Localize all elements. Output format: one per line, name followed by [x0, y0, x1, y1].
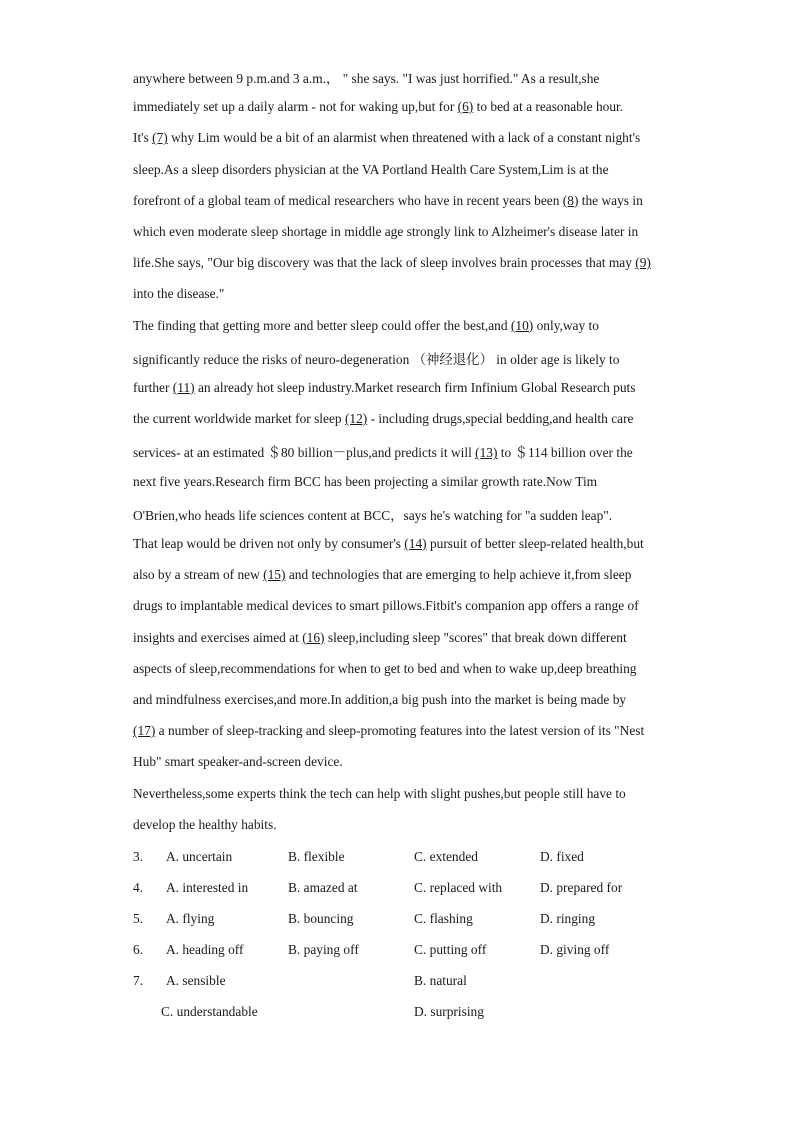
passage-text: to ＄114 billion over the [497, 445, 633, 461]
passage-text: pursuit of better sleep-related health,but [426, 536, 644, 551]
passage-line [133, 505, 612, 524]
option-b[interactable]: B. bouncing [288, 911, 354, 926]
passage-line [133, 474, 597, 490]
passage-text: and mindfulness exercises,and more.In addition,a big push into the market is being made by [133, 692, 627, 707]
passage-line [133, 286, 224, 302]
passage-line [133, 130, 640, 146]
option-a[interactable]: A. sensible [166, 973, 226, 988]
option-b[interactable]: B. amazed at [288, 880, 358, 895]
passage-line [133, 692, 626, 708]
option-d[interactable]: D. prepared for [540, 880, 623, 895]
option-b[interactable]: B. flexible [288, 849, 345, 864]
passage-text: immediately set up a daily alarm - not for waking up,but for [133, 99, 458, 115]
question-number: 6. [133, 942, 144, 957]
passage-line [133, 786, 626, 802]
option-d[interactable]: D. surprising [414, 1004, 484, 1019]
blank-marker: (15) [263, 567, 286, 583]
blank-marker: (13) [475, 445, 498, 461]
passage-line [133, 817, 277, 833]
passage-line [133, 567, 631, 583]
passage-text: only,way to [533, 317, 599, 333]
question-number: 5. [133, 911, 144, 926]
passage-text: Hub" smart speaker-and-screen device. [133, 754, 343, 770]
blank-marker: (8) [562, 192, 579, 208]
passage-text: The finding that getting more and better sleep could offer the best,and [133, 317, 511, 333]
passage-text: and technologies that are emerging to help achieve it,from sleep [285, 567, 632, 583]
passage-text: aspects of sleep,recommendations for when to get to bed and when to wake up,deep breathing [133, 660, 637, 676]
passage-text: forefront of a global team of medical researchers who have in recent years been [133, 192, 563, 208]
passage-text: why Lim would be a bit of an alarmist when threatened with a lack of a constant night's [167, 130, 641, 146]
passage-text: sleep,including sleep "scores" that break down different [324, 629, 627, 645]
passage-text: next five years.Research firm BCC has been projecting a similar growth rate.Now Tim [133, 473, 598, 489]
blank-marker: (12) [344, 411, 368, 427]
blank-marker: (17) [133, 723, 156, 739]
blank-marker: (16) [302, 629, 325, 645]
passage-line [133, 598, 639, 614]
option-d[interactable]: D. ringing [540, 911, 596, 926]
passage-text: also by a stream of new [133, 567, 264, 583]
passage-text: That leap would be driven not only by consumer's [133, 536, 405, 551]
question-number: 4. [133, 880, 144, 895]
passage-line [133, 255, 651, 271]
passage-text: drugs to implantable medical devices to smart pillows.Fitbit's companion app offers a range of [133, 598, 639, 614]
passage-text: a number of sleep-tracking and sleep-promoting features into the latest version of its "Nest [155, 723, 645, 739]
passage-line [133, 442, 633, 461]
passage-line [133, 536, 644, 552]
blank-marker: (11) [172, 380, 195, 395]
blank-marker: (9) [635, 255, 651, 271]
passage-text: insights and exercises aimed at [133, 629, 303, 645]
passage-line [133, 630, 627, 646]
option-a[interactable]: A. uncertain [166, 849, 233, 864]
passage-text: life.She says, "Our big discovery was that the lack of sleep involves brain processes that may [133, 255, 636, 271]
passage-line [133, 68, 599, 87]
option-a[interactable]: A. heading off [166, 942, 244, 957]
passage-text: services- at an estimated ＄80 billion－plus,and predicts it will [133, 445, 476, 461]
passage-line [133, 349, 619, 368]
blank-marker: (7) [152, 130, 168, 146]
option-b[interactable]: B. natural [414, 973, 467, 988]
passage-text: - including drugs,special bedding,and health care [367, 411, 634, 427]
question-number: 7. [133, 973, 144, 988]
passage-line [133, 380, 635, 396]
passage-text: into the disease." [133, 286, 225, 302]
option-b[interactable]: B. paying off [288, 942, 359, 957]
passage-text: an already hot sleep industry.Market research firm Infinium Global Research puts [194, 380, 636, 395]
passage-text: the current worldwide market for sleep [133, 411, 345, 427]
option-c[interactable]: C. understandable [161, 1004, 258, 1019]
option-d[interactable]: D. fixed [540, 849, 584, 864]
passage-line [133, 754, 343, 770]
blank-marker: (14) [404, 536, 427, 551]
passage-text: to bed at a reasonable hour. [473, 99, 624, 115]
question-number: 3. [133, 849, 144, 864]
passage-line [133, 318, 599, 334]
option-d[interactable]: D. giving off [540, 942, 610, 957]
option-c[interactable]: C. flashing [414, 911, 473, 926]
passage-text: which even moderate sleep shortage in middle age strongly link to Alzheimer's disease later in [133, 224, 639, 239]
option-a[interactable]: A. interested in [166, 880, 249, 895]
blank-marker: (10) [510, 317, 534, 333]
option-c[interactable]: C. extended [414, 849, 478, 864]
passage-text: further [133, 380, 173, 395]
passage-line [133, 193, 643, 209]
option-a[interactable]: A. flying [166, 911, 215, 926]
passage-line [133, 162, 609, 178]
passage-text: develop the healthy habits. [133, 816, 277, 832]
passage-line [133, 661, 636, 677]
passage-text: anywhere between 9 p.m.and 3 a.m.， " she says. "I was just horrified." As a result,she [133, 71, 600, 86]
passage-line [133, 723, 644, 739]
passage-text: the ways in [578, 192, 643, 208]
passage-text: sleep.As a sleep disorders physician at the VA Portland Health Care System,Lim is at the [133, 161, 609, 177]
passage-line [133, 99, 623, 115]
option-c[interactable]: C. replaced with [414, 880, 503, 895]
passage-text: It's [133, 130, 153, 146]
blank-marker: (6) [457, 99, 474, 115]
passage-text: O'Brien,who heads life sciences content at BCC，says he's watching for "a sudden leap". [133, 507, 613, 523]
option-c[interactable]: C. putting off [414, 942, 487, 957]
passage-text: Nevertheless,some experts think the tech can help with slight pushes,but people still have to [133, 785, 626, 801]
passage-line [133, 411, 634, 427]
passage-text: significantly reduce the risks of neuro-degeneration （神经退化） in older age is likely to [133, 351, 620, 367]
passage-line [133, 224, 638, 240]
